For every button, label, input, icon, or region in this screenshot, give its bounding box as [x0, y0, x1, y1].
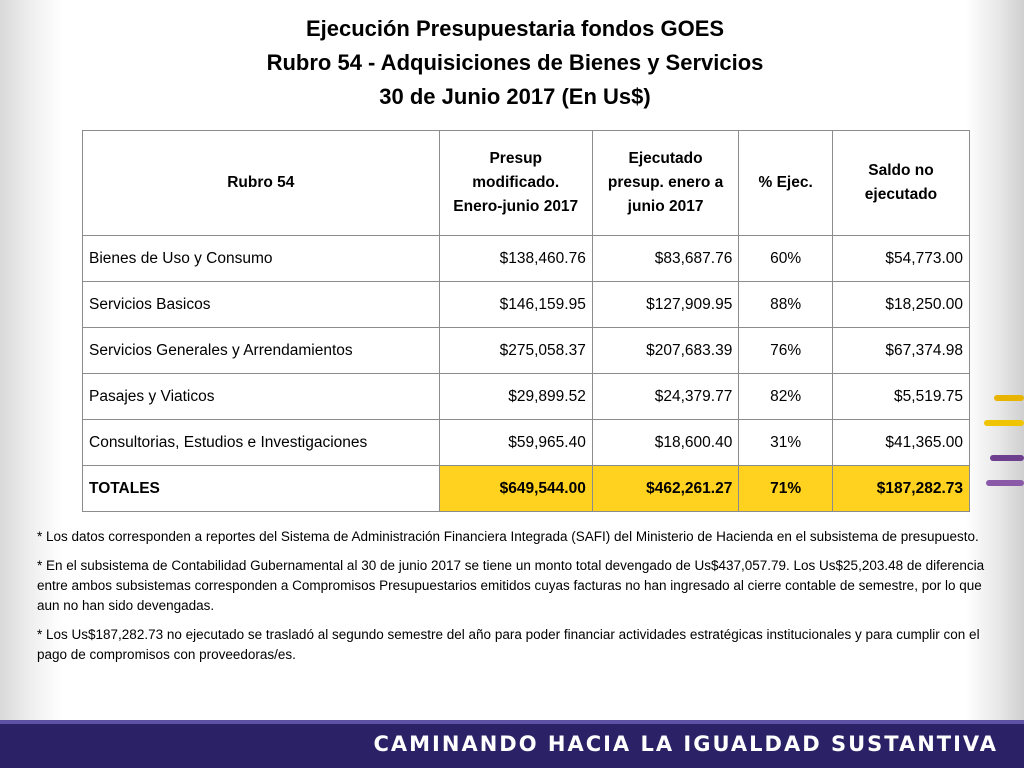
- row-ejecutado: $24,379.77: [592, 374, 739, 420]
- column-header-ejecutado: Ejecutado presup. enero a junio 2017: [592, 131, 739, 236]
- footnote-2: * En el subsistema de Contabilidad Gubernamental al 30 de junio 2017 se tiene un monto total devengado de Us$437,057.79. Los Us$25,203.48 de diferencia entre ambos subsistemas corresponden a Compromisos Presupuestarios emitidos cuyas facturas no han ingresado al cierre contable de semestre, por lo que aun no han sido devengadas.: [37, 558, 985, 613]
- row-saldo: $18,250.00: [832, 282, 969, 328]
- totals-saldo: $187,282.73: [832, 466, 969, 512]
- row-ejecutado: $18,600.40: [592, 420, 739, 466]
- slide-title: [62, 12, 968, 124]
- budget-table: [82, 130, 970, 512]
- row-name: Bienes de Uso y Consumo: [83, 236, 440, 282]
- column-header-rubro: Rubro 54: [83, 131, 440, 236]
- table-header-row: [83, 131, 970, 236]
- row-name: Servicios Basicos: [83, 282, 440, 328]
- totals-ejecutado: $462,261.27: [592, 466, 739, 512]
- row-pct: 88%: [739, 282, 833, 328]
- table-row: [83, 282, 970, 328]
- totals-pct: 71%: [739, 466, 833, 512]
- row-pct: 82%: [739, 374, 833, 420]
- table-row: [83, 236, 970, 282]
- footer-bar: [0, 720, 1024, 768]
- footer-edge: [0, 720, 1024, 724]
- row-ejecutado: $127,909.95: [592, 282, 739, 328]
- footnote-1: * Los datos corresponden a reportes del Sistema de Administración Financiera Integrada (SAFI) del Ministerio de Hacienda en el subsistema de presupuesto.: [37, 529, 979, 544]
- title-line-3: 30 de Junio 2017 (En Us$): [379, 84, 651, 109]
- row-presup: $29,899.52: [439, 374, 592, 420]
- title-line-2: Rubro 54 - Adquisiciones de Bienes y Servicios: [266, 50, 764, 75]
- row-name: Servicios Generales y Arrendamientos: [83, 328, 440, 374]
- row-pct: 76%: [739, 328, 833, 374]
- row-ejecutado: $83,687.76: [592, 236, 739, 282]
- row-presup: $59,965.40: [439, 420, 592, 466]
- row-ejecutado: $207,683.39: [592, 328, 739, 374]
- row-pct: 60%: [739, 236, 833, 282]
- totals-row: [83, 466, 970, 512]
- column-header-presup: Presup modificado. Enero-junio 2017: [439, 131, 592, 236]
- row-presup: $275,058.37: [439, 328, 592, 374]
- decorative-stripe: [986, 480, 1024, 486]
- row-name: Pasajes y Viaticos: [83, 374, 440, 420]
- decorative-stripe: [990, 455, 1024, 461]
- column-header-pct: % Ejec.: [739, 131, 833, 236]
- footer-slogan: CAMINANDO HACIA LA IGUALDAD SUSTANTIVA: [373, 732, 998, 756]
- footnotes: [37, 527, 987, 674]
- title-line-1: Ejecución Presupuestaria fondos GOES: [305, 16, 725, 41]
- table-row: [83, 374, 970, 420]
- row-name: Consultorias, Estudios e Investigaciones: [83, 420, 440, 466]
- decorative-stripe: [984, 420, 1024, 426]
- decorative-stripe: [994, 395, 1024, 401]
- totals-label: TOTALES: [83, 466, 440, 512]
- row-presup: $146,159.95: [439, 282, 592, 328]
- row-presup: $138,460.76: [439, 236, 592, 282]
- column-header-saldo: Saldo no ejecutado: [832, 131, 969, 236]
- row-saldo: $67,374.98: [832, 328, 969, 374]
- footnote-3: * Los Us$187,282.73 no ejecutado se trasladó al segundo semestre del año para poder financiar actividades estratégicas institucionales y para cumplir con el pago de compromisos con proveedoras/es.: [37, 627, 980, 662]
- row-saldo: $5,519.75: [832, 374, 969, 420]
- totals-presup: $649,544.00: [439, 466, 592, 512]
- table-row: [83, 328, 970, 374]
- row-saldo: $54,773.00: [832, 236, 969, 282]
- table-row: [83, 420, 970, 466]
- row-saldo: $41,365.00: [832, 420, 969, 466]
- row-pct: 31%: [739, 420, 833, 466]
